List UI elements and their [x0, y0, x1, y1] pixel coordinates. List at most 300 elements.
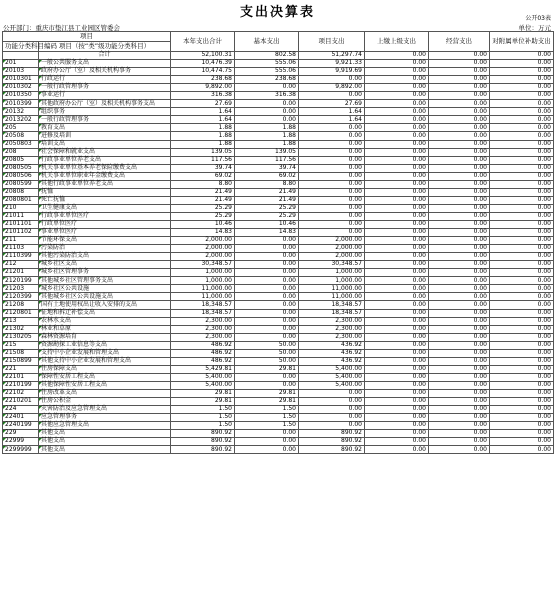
cell-superior: 0.00 — [365, 293, 429, 301]
cell-project: 0.00 — [299, 414, 365, 422]
cell-basic: 50.00 — [235, 341, 299, 349]
cell-superior: 0.00 — [365, 220, 429, 228]
cell-project: 0.00 — [299, 124, 365, 132]
cell-code: 213 — [3, 317, 39, 325]
cell-subsidy: 0.00 — [490, 237, 554, 245]
cell-name: 农林水支出 — [39, 317, 171, 325]
cell-project: 0.00 — [299, 204, 365, 212]
cell-business: 0.00 — [429, 325, 490, 333]
cell-code: 2050803 — [3, 140, 39, 148]
cell-basic: 8.80 — [235, 180, 299, 188]
cell-code: 224 — [3, 406, 39, 414]
cell-basic: 0.00 — [235, 430, 299, 438]
cell-superior: 0.00 — [365, 301, 429, 309]
header-code: 功能分类科目编码 — [3, 42, 39, 52]
cell-code: 210 — [3, 204, 39, 212]
table-row — [3, 301, 554, 309]
cell-basic: 0.00 — [235, 237, 299, 245]
cell-basic: 0.00 — [235, 309, 299, 317]
cell-total: 1,000.00 — [171, 277, 235, 285]
cell-superior: 0.00 — [365, 237, 429, 245]
table-row — [3, 188, 554, 196]
cell-total: 2,000.00 — [171, 237, 235, 245]
cell-subsidy: 0.00 — [490, 357, 554, 365]
cell-superior: 0.00 — [365, 164, 429, 172]
cell-subsidy: 0.00 — [490, 446, 554, 454]
cell-subsidy: 0.00 — [490, 92, 554, 100]
cell-total: 8.80 — [171, 180, 235, 188]
cell-name: 住房改革支出 — [39, 389, 171, 397]
cell-subsidy: 0.00 — [490, 204, 554, 212]
cell-name: 行政运行 — [39, 76, 171, 84]
cell-code: 22401 — [3, 414, 39, 422]
cell-subsidy: 0.00 — [490, 285, 554, 293]
cell-superior: 0.00 — [365, 245, 429, 253]
cell-basic: 25.29 — [235, 212, 299, 220]
table-row — [3, 317, 554, 325]
cell-code: 229 — [3, 430, 39, 438]
cell-code: 2013202 — [3, 116, 39, 124]
cell-basic: 802.58 — [235, 52, 299, 60]
cell-superior: 0.00 — [365, 212, 429, 220]
cell-project: 27.69 — [299, 100, 365, 108]
cell-total: 890.92 — [171, 438, 235, 446]
table-row — [3, 446, 554, 454]
cell-subsidy: 0.00 — [490, 301, 554, 309]
cell-total: 316.38 — [171, 92, 235, 100]
cell-project: 18,348.57 — [299, 301, 365, 309]
cell-basic: 10.46 — [235, 220, 299, 228]
cell-total: 18,348.57 — [171, 301, 235, 309]
cell-subsidy: 0.00 — [490, 68, 554, 76]
cell-code: 20508 — [3, 132, 39, 140]
cell-business: 0.00 — [429, 245, 490, 253]
cell-superior: 0.00 — [365, 333, 429, 341]
cell-project: 1.64 — [299, 108, 365, 116]
cell-superior: 0.00 — [365, 398, 429, 406]
cell-subsidy: 0.00 — [490, 261, 554, 269]
cell-basic: 1.50 — [235, 414, 299, 422]
cell-project: 9,921.33 — [299, 60, 365, 68]
cell-name: 机关事业单位基本养老保险缴费支出 — [39, 164, 171, 172]
header-project: 项目支出 — [299, 32, 365, 52]
cell-name: 教育支出 — [39, 124, 171, 132]
cell-total: 21.49 — [171, 188, 235, 196]
cell-basic: 1.88 — [235, 132, 299, 140]
cell-total: 486.92 — [171, 357, 235, 365]
cell-superior: 0.00 — [365, 430, 429, 438]
cell-business: 0.00 — [429, 430, 490, 438]
cell-name: 城乡社区公共设施 — [39, 285, 171, 293]
cell-basic: 555.06 — [235, 68, 299, 76]
cell-subsidy: 0.00 — [490, 84, 554, 92]
cell-name: 资源勘探工业信息等支出 — [39, 341, 171, 349]
cell-code: 2080506 — [3, 172, 39, 180]
cell-code: 2240199 — [3, 422, 39, 430]
cell-code: 22999 — [3, 438, 39, 446]
cell-code: 21302 — [3, 325, 39, 333]
cell-superior: 0.00 — [365, 365, 429, 373]
cell-code: 2080505 — [3, 164, 39, 172]
cell-name: 污染防治 — [39, 245, 171, 253]
cell-subsidy: 0.00 — [490, 309, 554, 317]
header-superior: 上缴上级支出 — [365, 32, 429, 52]
unit-label: 单位：万元 — [518, 24, 551, 32]
cell-total: 1.50 — [171, 406, 235, 414]
cell-total: 117.56 — [171, 156, 235, 164]
cell-business: 0.00 — [429, 52, 490, 60]
cell-name: 其他行政事业单位养老支出 — [39, 180, 171, 188]
cell-project: 890.92 — [299, 430, 365, 438]
cell-total: 238.68 — [171, 76, 235, 84]
table-row — [3, 333, 554, 341]
table-row — [3, 381, 554, 389]
cell-code: 22102 — [3, 389, 39, 397]
cell-basic: 0.00 — [235, 285, 299, 293]
cell-superior: 0.00 — [365, 381, 429, 389]
cell-name: 机关事业单位职业年金缴费支出 — [39, 172, 171, 180]
cell-basic: 0.00 — [235, 317, 299, 325]
cell-subsidy: 0.00 — [490, 269, 554, 277]
cell-total: 1,000.00 — [171, 269, 235, 277]
cell-superior: 0.00 — [365, 446, 429, 454]
table-row — [3, 164, 554, 172]
table-row — [3, 325, 554, 333]
cell-project: 5,400.00 — [299, 365, 365, 373]
table-row — [3, 285, 554, 293]
cell-subsidy: 0.00 — [490, 156, 554, 164]
cell-total: 1.88 — [171, 124, 235, 132]
cell-total: 18,348.57 — [171, 309, 235, 317]
cell-subsidy: 0.00 — [490, 148, 554, 156]
cell-basic: 14.83 — [235, 229, 299, 237]
cell-name: 合计 — [39, 52, 171, 60]
cell-superior: 0.00 — [365, 52, 429, 60]
cell-business: 0.00 — [429, 237, 490, 245]
cell-business: 0.00 — [429, 333, 490, 341]
cell-business: 0.00 — [429, 349, 490, 357]
cell-code: 21011 — [3, 212, 39, 220]
cell-subsidy: 0.00 — [490, 406, 554, 414]
cell-code: 2120399 — [3, 293, 39, 301]
cell-basic: 0.00 — [235, 438, 299, 446]
cell-basic: 0.00 — [235, 100, 299, 108]
cell-subsidy: 0.00 — [490, 212, 554, 220]
cell-project: 18,348.57 — [299, 309, 365, 317]
cell-business: 0.00 — [429, 389, 490, 397]
cell-business: 0.00 — [429, 140, 490, 148]
cell-code: 20103 — [3, 68, 39, 76]
cell-superior: 0.00 — [365, 325, 429, 333]
table-row — [3, 229, 554, 237]
cell-business: 0.00 — [429, 84, 490, 92]
cell-subsidy: 0.00 — [490, 172, 554, 180]
table-row — [3, 269, 554, 277]
cell-name: 一般公共服务支出 — [39, 60, 171, 68]
cell-subsidy: 0.00 — [490, 76, 554, 84]
table-row — [3, 253, 554, 261]
cell-project: 2,000.00 — [299, 237, 365, 245]
cell-subsidy: 0.00 — [490, 253, 554, 261]
cell-name: 卫生健康支出 — [39, 204, 171, 212]
cell-subsidy: 0.00 — [490, 398, 554, 406]
cell-project: 0.00 — [299, 140, 365, 148]
cell-business: 0.00 — [429, 341, 490, 349]
cell-code: 2299999 — [3, 446, 39, 454]
cell-basic: 0.00 — [235, 301, 299, 309]
cell-business: 0.00 — [429, 357, 490, 365]
cell-superior: 0.00 — [365, 309, 429, 317]
cell-basic: 0.00 — [235, 446, 299, 454]
cell-superior: 0.00 — [365, 92, 429, 100]
table-row — [3, 406, 554, 414]
cell-name: 其他城乡社区公共设施支出 — [39, 293, 171, 301]
cell-basic: 1.50 — [235, 422, 299, 430]
cell-superior: 0.00 — [365, 188, 429, 196]
cell-code: 21208 — [3, 301, 39, 309]
cell-project: 0.00 — [299, 132, 365, 140]
cell-project: 436.92 — [299, 349, 365, 357]
cell-name: 一般行政管理事务 — [39, 84, 171, 92]
cell-basic: 1.88 — [235, 124, 299, 132]
cell-total: 25.29 — [171, 204, 235, 212]
cell-name: 其他城乡社区管理事务支出 — [39, 277, 171, 285]
cell-project: 2,300.00 — [299, 325, 365, 333]
cell-business: 0.00 — [429, 414, 490, 422]
cell-superior: 0.00 — [365, 389, 429, 397]
cell-name: 住房公积金 — [39, 398, 171, 406]
cell-project: 9,892.00 — [299, 84, 365, 92]
cell-superior: 0.00 — [365, 373, 429, 381]
cell-subsidy: 0.00 — [490, 341, 554, 349]
table-row — [3, 277, 554, 285]
cell-business: 0.00 — [429, 172, 490, 180]
cell-total: 486.92 — [171, 341, 235, 349]
cell-code: 21508 — [3, 349, 39, 357]
cell-total: 486.92 — [171, 349, 235, 357]
cell-superior: 0.00 — [365, 172, 429, 180]
cell-superior: 0.00 — [365, 108, 429, 116]
header-total: 本年支出合计 — [171, 32, 235, 52]
cell-project: 30,348.57 — [299, 261, 365, 269]
cell-total: 1.50 — [171, 422, 235, 430]
cell-code: 20132 — [3, 108, 39, 116]
cell-superior: 0.00 — [365, 317, 429, 325]
cell-name: 城乡社区管理事务 — [39, 269, 171, 277]
cell-superior: 0.00 — [365, 60, 429, 68]
cell-basic: 0.00 — [235, 277, 299, 285]
table-row — [3, 430, 554, 438]
cell-name: 其他污染防治支出 — [39, 253, 171, 261]
cell-business: 0.00 — [429, 132, 490, 140]
cell-code: 2120199 — [3, 277, 39, 285]
cell-subsidy: 0.00 — [490, 317, 554, 325]
cell-code: 208 — [3, 148, 39, 156]
cell-superior: 0.00 — [365, 357, 429, 365]
cell-project: 436.92 — [299, 357, 365, 365]
cell-name: 城乡社区支出 — [39, 261, 171, 269]
cell-subsidy: 0.00 — [490, 108, 554, 116]
cell-business: 0.00 — [429, 446, 490, 454]
cell-project: 0.00 — [299, 212, 365, 220]
cell-superior: 0.00 — [365, 253, 429, 261]
cell-business: 0.00 — [429, 438, 490, 446]
cell-subsidy: 0.00 — [490, 381, 554, 389]
cell-total: 10,474.75 — [171, 68, 235, 76]
cell-subsidy: 0.00 — [490, 100, 554, 108]
cell-code: 201 — [3, 60, 39, 68]
cell-project: 0.00 — [299, 164, 365, 172]
cell-total: 890.92 — [171, 446, 235, 454]
cell-subsidy: 0.00 — [490, 293, 554, 301]
cell-total: 5,400.00 — [171, 381, 235, 389]
cell-basic: 0.00 — [235, 253, 299, 261]
table-row — [3, 309, 554, 317]
cell-name: 应急管理事务 — [39, 414, 171, 422]
cell-name: 灾害防治及应急管理支出 — [39, 406, 171, 414]
cell-business: 0.00 — [429, 277, 490, 285]
cell-superior: 0.00 — [365, 196, 429, 204]
cell-basic: 29.81 — [235, 365, 299, 373]
cell-superior: 0.00 — [365, 140, 429, 148]
cell-subsidy: 0.00 — [490, 373, 554, 381]
cell-code: 2010399 — [3, 100, 39, 108]
table-row — [3, 237, 554, 245]
cell-basic: 50.00 — [235, 349, 299, 357]
cell-subsidy: 0.00 — [490, 325, 554, 333]
cell-business: 0.00 — [429, 60, 490, 68]
cell-name: 林业和草原 — [39, 325, 171, 333]
cell-basic: 0.00 — [235, 269, 299, 277]
cell-code: 2120801 — [3, 309, 39, 317]
cell-subsidy: 0.00 — [490, 438, 554, 446]
cell-project: 0.00 — [299, 92, 365, 100]
cell-basic: 238.68 — [235, 76, 299, 84]
cell-project: 890.92 — [299, 446, 365, 454]
cell-project: 2,300.00 — [299, 333, 365, 341]
cell-basic: 555.06 — [235, 60, 299, 68]
cell-business: 0.00 — [429, 293, 490, 301]
cell-project: 11,000.00 — [299, 285, 365, 293]
cell-superior: 0.00 — [365, 100, 429, 108]
cell-basic: 50.00 — [235, 357, 299, 365]
table-row — [3, 140, 554, 148]
cell-total: 10,476.39 — [171, 60, 235, 68]
table-row — [3, 220, 554, 228]
cell-business: 0.00 — [429, 220, 490, 228]
cell-basic: 0.00 — [235, 293, 299, 301]
cell-business: 0.00 — [429, 108, 490, 116]
cell-project: 0.00 — [299, 220, 365, 228]
cell-name: 培训支出 — [39, 140, 171, 148]
cell-business: 0.00 — [429, 180, 490, 188]
cell-superior: 0.00 — [365, 422, 429, 430]
cell-total: 11,000.00 — [171, 293, 235, 301]
table-row — [3, 116, 554, 124]
cell-business: 0.00 — [429, 229, 490, 237]
cell-subsidy: 0.00 — [490, 430, 554, 438]
cell-subsidy: 0.00 — [490, 132, 554, 140]
cell-business: 0.00 — [429, 406, 490, 414]
cell-name: 事业单位医疗 — [39, 229, 171, 237]
cell-project: 0.00 — [299, 422, 365, 430]
table-body — [3, 52, 554, 454]
cell-total: 25.29 — [171, 212, 235, 220]
cell-subsidy: 0.00 — [490, 349, 554, 357]
cell-business: 0.00 — [429, 422, 490, 430]
cell-project: 0.00 — [299, 229, 365, 237]
cell-superior: 0.00 — [365, 406, 429, 414]
cell-total: 139.05 — [171, 148, 235, 156]
cell-project: 2,000.00 — [299, 245, 365, 253]
cell-superior: 0.00 — [365, 204, 429, 212]
cell-code: 20805 — [3, 156, 39, 164]
cell-total: 39.74 — [171, 164, 235, 172]
cell-basic: 0.00 — [235, 84, 299, 92]
table-row — [3, 100, 554, 108]
cell-project: 0.00 — [299, 76, 365, 84]
cell-code: 2150899 — [3, 357, 39, 365]
cell-project: 0.00 — [299, 180, 365, 188]
cell-project: 0.00 — [299, 172, 365, 180]
cell-total: 2,300.00 — [171, 325, 235, 333]
cell-business: 0.00 — [429, 373, 490, 381]
cell-name: 住房保障支出 — [39, 365, 171, 373]
cell-basic: 21.49 — [235, 196, 299, 204]
cell-total: 2,000.00 — [171, 245, 235, 253]
table-row — [3, 132, 554, 140]
cell-code: 2010301 — [3, 76, 39, 84]
cell-total: 21.49 — [171, 196, 235, 204]
cell-name: 其他支出 — [39, 446, 171, 454]
cell-superior: 0.00 — [365, 229, 429, 237]
table-row — [3, 293, 554, 301]
cell-project: 1,000.00 — [299, 277, 365, 285]
cell-business: 0.00 — [429, 100, 490, 108]
cell-business: 0.00 — [429, 398, 490, 406]
cell-business: 0.00 — [429, 285, 490, 293]
header-subsidy: 对附属单位补助支出 — [490, 32, 554, 52]
cell-code: 2010350 — [3, 92, 39, 100]
cell-subsidy: 0.00 — [490, 52, 554, 60]
cell-basic: 139.05 — [235, 148, 299, 156]
cell-name: 保障性安居工程支出 — [39, 373, 171, 381]
cell-business: 0.00 — [429, 204, 490, 212]
cell-code: 21201 — [3, 269, 39, 277]
form-code: 公开03表 — [525, 15, 551, 22]
cell-business: 0.00 — [429, 116, 490, 124]
cell-code: 21203 — [3, 285, 39, 293]
cell-total: 890.92 — [171, 430, 235, 438]
cell-code: 2101101 — [3, 220, 39, 228]
cell-subsidy: 0.00 — [490, 365, 554, 373]
cell-total: 1.88 — [171, 132, 235, 140]
cell-business: 0.00 — [429, 309, 490, 317]
cell-project: 51,297.74 — [299, 52, 365, 60]
cell-basic: 21.49 — [235, 188, 299, 196]
cell-basic: 316.38 — [235, 92, 299, 100]
table-row — [3, 148, 554, 156]
header-business: 经营支出 — [429, 32, 490, 52]
cell-business: 0.00 — [429, 196, 490, 204]
cell-subsidy: 0.00 — [490, 245, 554, 253]
cell-subsidy: 0.00 — [490, 333, 554, 341]
cell-project: 0.00 — [299, 398, 365, 406]
cell-superior: 0.00 — [365, 84, 429, 92]
cell-subsidy: 0.00 — [490, 389, 554, 397]
cell-subsidy: 0.00 — [490, 414, 554, 422]
cell-subsidy: 0.00 — [490, 220, 554, 228]
